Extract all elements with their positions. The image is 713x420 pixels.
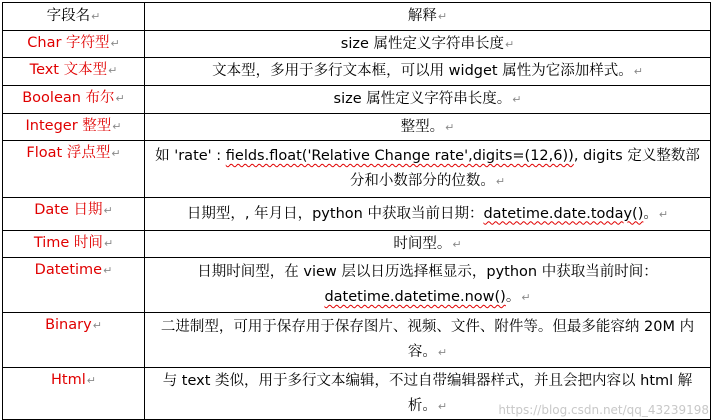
field-description: 文本型，多用于多行文本框，可以用 widget 属性为它添加样式。 xyxy=(212,63,633,79)
field-name-cell xyxy=(3,313,145,368)
table-row xyxy=(3,86,711,114)
table-row xyxy=(3,58,711,86)
field-types-table xyxy=(2,2,711,420)
field-name: Float 浮点型 xyxy=(26,145,111,161)
paragraph-mark: ↵ xyxy=(103,204,113,217)
field-description-cell xyxy=(145,58,711,86)
header-description-text: 解释 xyxy=(407,8,437,24)
field-description: 时间型。 xyxy=(393,235,452,252)
field-name-cell xyxy=(3,86,145,114)
table-row xyxy=(3,114,711,141)
field-name: Datetime xyxy=(34,262,103,278)
field-description: 整型。 xyxy=(400,118,445,135)
paragraph-mark: ↵ xyxy=(86,374,96,387)
field-name-cell xyxy=(3,31,145,58)
field-name: Text 文本型 xyxy=(29,62,108,78)
field-description: 如 'rate' : xyxy=(155,148,226,164)
paragraph-mark: ↵ xyxy=(91,10,101,23)
field-name: Time 时间 xyxy=(33,235,103,251)
paragraph-mark: ↵ xyxy=(437,10,448,23)
field-name: Boolean 布尔 xyxy=(22,90,115,106)
field-description-cell xyxy=(145,231,711,258)
field-name: Html xyxy=(51,372,86,388)
field-name-cell xyxy=(3,58,145,86)
table-header-row xyxy=(3,3,711,31)
header-description xyxy=(145,3,711,31)
paragraph-mark: ↵ xyxy=(108,64,118,77)
field-description: 日期时间型，在 view 层以日历选择框显示，python 中获取当前时间： xyxy=(197,264,658,280)
field-name-cell xyxy=(3,141,145,198)
field-name: Char 字符型 xyxy=(27,35,110,51)
paragraph-mark: ↵ xyxy=(103,237,114,250)
paragraph-mark: ↵ xyxy=(112,120,122,133)
table-row xyxy=(3,313,711,368)
paragraph-mark: ↵ xyxy=(505,37,515,51)
field-description: 二进制型，可用于保存用于保存图片、视频、文件、附件等。但最多能容纳 20M 内容。 xyxy=(160,319,695,360)
paragraph-mark: ↵ xyxy=(92,319,102,332)
field-description: size 属性定义字符串长度 xyxy=(340,35,504,52)
field-description: size 属性定义字符串长度。 xyxy=(333,91,512,107)
table-row xyxy=(3,31,711,58)
header-field-name-text: 字段名 xyxy=(46,8,91,24)
paragraph-mark: ↵ xyxy=(452,237,462,251)
field-name-cell xyxy=(3,114,145,141)
field-description-code: datetime.date.today() xyxy=(483,205,644,222)
paragraph-mark: ↵ xyxy=(103,264,113,277)
table-row xyxy=(3,231,711,258)
field-description: 与 text 类似，用于多行文本编辑，不过自带编辑器样式，并且会把内容以 html 解析。 xyxy=(162,372,693,414)
paragraph-mark: ↵ xyxy=(658,207,669,221)
table-row xyxy=(3,141,711,198)
field-description: 日期型，, 年月日，python 中获取当前日期： xyxy=(186,205,484,222)
field-description-cell xyxy=(145,258,711,313)
field-description-code: datetime.datetime.now() xyxy=(324,289,506,305)
paragraph-mark: ↵ xyxy=(512,93,522,106)
table-row xyxy=(3,198,711,231)
field-description: 。 xyxy=(643,205,658,222)
table-row xyxy=(3,258,711,313)
field-description-cell xyxy=(145,141,711,198)
field-name-cell xyxy=(3,231,145,258)
field-description-code: fields.float('Relative Change rate',digits=(12,6)) xyxy=(225,148,574,164)
paragraph-mark: ↵ xyxy=(445,120,455,134)
paragraph-mark: ↵ xyxy=(437,399,448,413)
paragraph-mark: ↵ xyxy=(115,92,125,105)
header-field-name xyxy=(3,3,145,31)
field-name: Binary xyxy=(45,317,92,333)
paragraph-mark: ↵ xyxy=(110,37,120,50)
field-name-cell xyxy=(3,198,145,231)
paragraph-mark: ↵ xyxy=(111,147,121,160)
field-name-cell xyxy=(3,258,145,313)
field-description-cell xyxy=(145,31,711,58)
field-description-cell xyxy=(145,86,711,114)
field-name-cell xyxy=(3,368,145,420)
field-name: Date 日期 xyxy=(34,202,103,218)
paragraph-mark: ↵ xyxy=(521,291,531,304)
watermark: https://blog.csdn.net/qq_43239198 xyxy=(498,403,709,417)
paragraph-mark: ↵ xyxy=(633,65,643,78)
paragraph-mark: ↵ xyxy=(495,175,506,188)
field-description-cell xyxy=(145,313,711,368)
field-name: Integer 整型 xyxy=(25,118,112,134)
field-description-cell xyxy=(145,114,711,141)
paragraph-mark: ↵ xyxy=(437,346,448,359)
field-description-cell xyxy=(145,198,711,231)
field-description: 。 xyxy=(505,289,521,305)
field-description: , digits 定义整数部分和小数部分的位数。 xyxy=(349,148,700,189)
